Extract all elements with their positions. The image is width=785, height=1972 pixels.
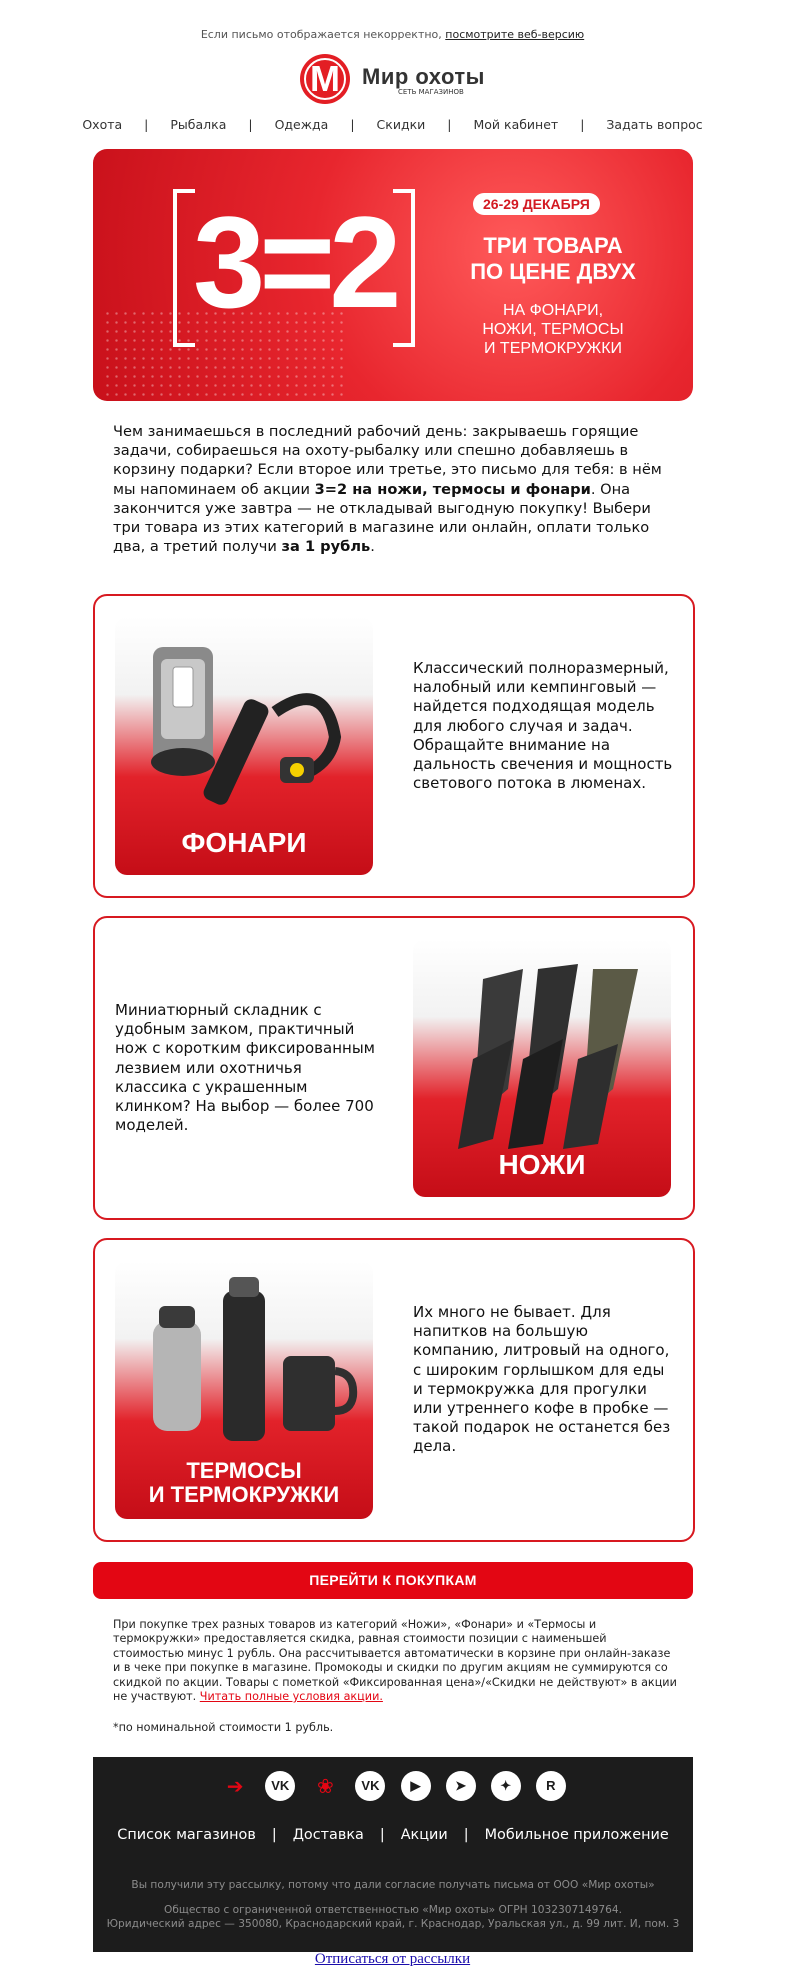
footer-link-stores[interactable]: Список магазинов <box>117 1827 256 1843</box>
intro-text: . <box>370 538 375 556</box>
thermoses-image[interactable] <box>115 1261 373 1519</box>
webversion-link[interactable]: посмотрите веб-версию <box>445 28 585 41</box>
banner-subtitle-line: И ТЕРМОКРУЖКИ <box>483 340 623 357</box>
banner-title-line: ПО ЦЕНЕ ДВУХ <box>470 259 636 284</box>
nav-item-hunting[interactable]: Охота <box>82 117 123 132</box>
flashlights-image[interactable] <box>115 617 373 875</box>
full-terms-link[interactable]: Читать полные условия акции. <box>199 1690 383 1704</box>
notice-text: Если письмо отображается некорректно, <box>200 28 442 41</box>
footer-separator: | <box>463 1827 469 1843</box>
footer-separator: | <box>379 1827 385 1843</box>
logo[interactable] <box>300 52 490 108</box>
footer <box>93 1757 693 1952</box>
knives-image[interactable] <box>413 939 671 1197</box>
thermoses-description: Их много не бывает. Для напитков на большую компанию, литровый на одного, с широким горлышком для еды и термокружка для прогулки или утреннего кофе в пробке — такой подарок не останется без дела. <box>413 1303 671 1456</box>
rutube-icon[interactable]: ➔ <box>226 1774 244 1798</box>
vk-icon[interactable]: VK <box>355 1771 385 1801</box>
nav-separator: | <box>144 117 149 132</box>
footer-legal <box>93 1903 693 1931</box>
banner-formula: 3=2 <box>193 189 396 335</box>
thermoses-caption <box>115 1459 373 1507</box>
nav-item-fishing[interactable]: Рыбалка <box>170 117 227 132</box>
vk-icon[interactable]: VK <box>265 1771 295 1801</box>
nav-separator: | <box>447 117 452 132</box>
banner-title-line: ТРИ ТОВАРА <box>483 233 623 258</box>
main-nav <box>0 117 785 132</box>
unsubscribe-link[interactable]: Отписаться от рассылки <box>314 1951 471 1967</box>
thermoses-caption-line: И ТЕРМОКРУЖКИ <box>148 1482 340 1507</box>
nav-item-discounts[interactable]: Скидки <box>376 117 426 132</box>
banner-dates: 26-29 ДЕКАБРЯ <box>473 193 600 215</box>
banner-title <box>443 233 663 285</box>
product-card-flashlights <box>93 594 695 898</box>
footer-separator: | <box>271 1827 277 1843</box>
intro-highlight: 3=2 на ножи, термосы и фонари <box>314 480 591 498</box>
footer-legal-line: Юридический адрес — 350080, Краснодарский край, г. Краснодар, Уральская ул., д. 99 лит. И, пом. 3 <box>106 1918 680 1930</box>
footer-legal-line: Общество с ограниченной ответственностью «Мир охоты» ОГРН 1032307149764. <box>163 1904 622 1916</box>
nav-item-clothing[interactable]: Одежда <box>274 117 329 132</box>
knives-description: Миниатюрный складник с удобным замком, практичный нож с коротким фиксированным лезвием или охотничья классика с украшенным клинком? На выбор — более 700 моделей. <box>115 1001 375 1135</box>
webversion-notice <box>0 28 785 41</box>
flashlights-description: Классический полноразмерный, налобный или кемпинговый — найдется подходящая модель для любого случая и задач. Обращайте внимание на дальность свечения и мощность светового потока в люменах. <box>413 659 673 793</box>
banner-subtitle-line: НОЖИ, ТЕРМОСЫ <box>482 321 624 338</box>
shop-now-button[interactable]: ПЕРЕЙТИ К ПОКУПКАМ <box>93 1562 693 1599</box>
telegram-icon[interactable]: ➤ <box>446 1771 476 1801</box>
logo-mark: М <box>300 54 350 104</box>
nav-item-ask-question[interactable]: Задать вопрос <box>606 117 703 132</box>
intro-text: . Она закончится уже завтра — не откладывай выгодную покупку! Выбери три товара из этих категорий в магазине или онлайн, оплати только два, а третий получи <box>113 480 651 556</box>
promo-banner[interactable] <box>93 149 693 401</box>
footer-link-mobile-app[interactable]: Мобильное приложение <box>484 1827 669 1843</box>
intro-text: Чем занимаешься в последний рабочий день: закрываешь горящие задачи, собираешься на охоту-рыбалку или спешно добавляешь в корзину подарки? Если второе или третье, это письмо для тебя: в нём мы напоминаем об акции <box>113 423 662 498</box>
nav-separator: | <box>580 117 585 132</box>
banner-subtitle-line: НА ФОНАРИ, <box>502 302 604 319</box>
footer-consent-note: Вы получили эту рассылку, потому что дали согласие получать письма от ООО «Мир охоты» <box>131 1879 655 1891</box>
footer-links <box>93 1827 693 1843</box>
banner-subtitle <box>443 301 663 358</box>
intro-paragraph <box>113 422 673 556</box>
nav-separator: | <box>350 117 355 132</box>
bracket-left <box>173 189 195 347</box>
product-card-thermoses <box>93 1238 695 1542</box>
product-card-knives <box>93 916 695 1220</box>
terms-footnote: *по номинальной стоимости 1 рубль. <box>113 1721 334 1734</box>
intro-highlight: за 1 рубль <box>281 538 371 556</box>
flashlights-caption: ФОНАРИ <box>181 827 307 858</box>
footer-link-promotions[interactable]: Акции <box>400 1827 448 1843</box>
footer-link-delivery[interactable]: Доставка <box>292 1827 364 1843</box>
youtube-icon[interactable]: ▶ <box>401 1771 431 1801</box>
rustore-icon[interactable]: R <box>536 1771 566 1801</box>
bracket-right <box>393 189 415 347</box>
social-links <box>93 1771 693 1801</box>
nav-item-account[interactable]: Мой кабинет <box>473 117 559 132</box>
nav-separator: | <box>248 117 253 132</box>
thermoses-caption-line: ТЕРМОСЫ <box>186 1458 302 1483</box>
knives-caption: НОЖИ <box>498 1149 586 1180</box>
paw-icon[interactable]: ❀ <box>316 1774 334 1798</box>
dzen-icon[interactable]: ✦ <box>491 1771 521 1801</box>
terms-text: При покупке трех разных товаров из категорий «Ножи», «Фонари» и «Термосы и термокружки» предоставляется скидка, равная стоимости позиции с наименьшей стоимостью минус 1 рубль. Она рассчитывается автоматически в корзине при онлайн-заказе и в чеке при покупке в магазине. Промокоды и скидки по другим акциям не суммируются со скидкой по акции. Товары с пометкой «Фиксированная цена»/«Скидки не действуют» в акции не участвуют. <box>113 1618 677 1704</box>
promo-terms <box>113 1618 678 1704</box>
logo-subtitle: СЕТЬ МАГАЗИНОВ <box>398 88 464 96</box>
logo-name: Мир охоты <box>362 64 485 89</box>
